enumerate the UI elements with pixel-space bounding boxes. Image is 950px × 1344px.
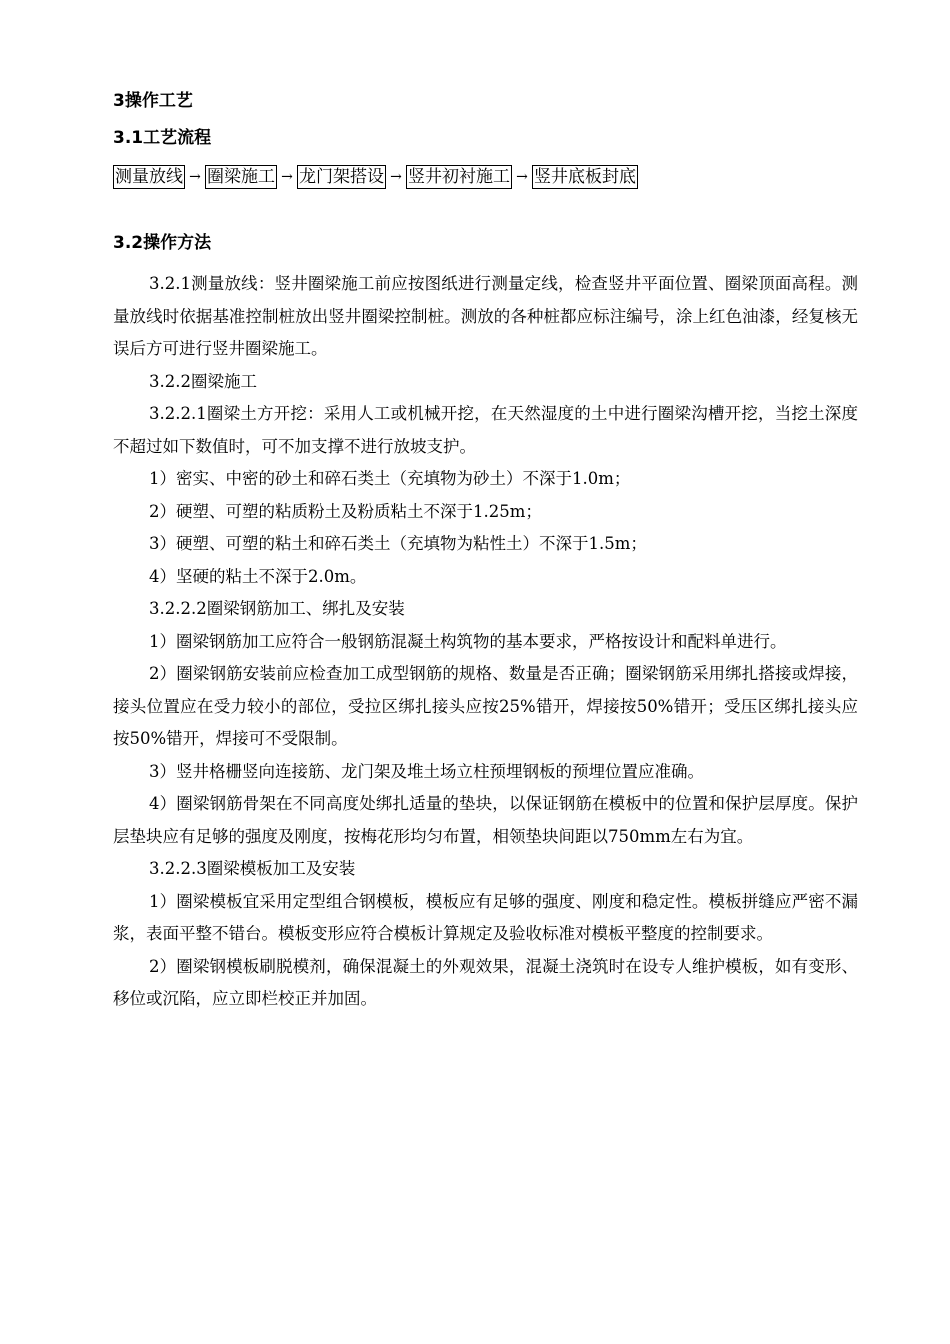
- paragraph: 3.2.2.3圈梁模板加工及安装: [149, 859, 356, 878]
- flow-arrow-icon: →: [390, 169, 402, 185]
- flow-arrow-icon: →: [189, 169, 201, 185]
- list-item: 3）竖井格栅竖向连接筋、龙门架及堆土场立柱预埋钢板的预埋位置应准确。: [149, 761, 704, 781]
- list-item: 1）密实、中密的砂土和碎石类土（充填物为砂土）不深于1.0m；: [149, 469, 631, 488]
- list-item: 2）圈梁钢筋安装前应检查加工成型钢筋的规格、数量是否正确；圈梁钢筋采用绑扎搭接或焊接，接头位置应在受力较小的部位，受拉区绑扎接头应按25%错开，焊接按50%错开；受压区绑扎接头应按50%错开，焊接可不受限制。: [113, 664, 858, 748]
- flow-step-gantry: 龙门架搭设: [299, 167, 384, 187]
- paragraph: 3.2.2.2圈梁钢筋加工、绑扎及安装: [149, 599, 405, 618]
- list-item: 1）圈梁钢筋加工应符合一般钢筋混凝土构筑物的基本要求，严格按设计和配料单进行。: [149, 631, 787, 651]
- paragraph: 3.2.2圈梁施工: [149, 371, 257, 391]
- list-item: 3）硬塑、可塑的粘土和碎石类土（充填物为粘性土）不深于1.5m；: [149, 534, 647, 553]
- list-item: 1）圈梁模板宜采用定型组合钢模板，模板应有足够的强度、刚度和稳定性。模板拼缝应严密不漏浆，表面平整不错台。模板变形应符合模板计算规定及验收标准对模板平整度的控制要求。: [113, 891, 858, 943]
- body-text: [113, 268, 858, 1016]
- flow-step-ring-beam: 圈梁施工: [207, 167, 275, 187]
- flow-step-initial-lining: 竖井初衬施工: [408, 167, 510, 187]
- section-heading-3-1: 3.1工艺流程: [113, 128, 212, 148]
- flow-arrow-icon: →: [516, 169, 528, 185]
- list-item: 2）硬塑、可塑的粘质粉土及粉质粘土不深于1.25m；: [149, 501, 542, 521]
- section-heading-3: 3操作工艺: [113, 91, 193, 111]
- list-item: 4）坚硬的粘土不深于2.0m。: [149, 566, 367, 586]
- process-flow: [113, 165, 638, 189]
- list-item: 4）圈梁钢筋骨架在不同高度处绑扎适量的垫块，以保证钢筋在模板中的位置和保护层厚度。保护层垫块应有足够的强度及刚度，按梅花形均匀布置，相领垫块间距以750mm左右为宜。: [113, 794, 858, 846]
- flow-step-bottom-seal: 竖井底板封底: [534, 167, 636, 187]
- list-item: 2）圈梁钢模板刷脱模剂，确保混凝土的外观效果，混凝土浇筑时在设专人维护模板，如有变形、移位或沉陷，应立即栏校正并加固。: [113, 956, 858, 1008]
- flow-step-survey: 测量放线: [115, 167, 183, 187]
- paragraph: 3.2.1测量放线：竖井圈梁施工前应按图纸进行测量定线，检查竖井平面位置、圈梁顶面高程。测量放线时依据基准控制桩放出竖井圈梁控制桩。测放的各种桩都应标注编号，涂上红色油漆，经复核无误后方可进行竖井圈梁施工。: [113, 274, 858, 358]
- flow-arrow-icon: →: [281, 169, 293, 185]
- section-heading-3-2: 3.2操作方法: [113, 233, 212, 253]
- paragraph: 3.2.2.1圈梁土方开挖：采用人工或机械开挖，在天然湿度的土中进行圈梁沟槽开挖，当挖土深度不超过如下数值时，可不加支撑不进行放坡支护。: [113, 404, 858, 456]
